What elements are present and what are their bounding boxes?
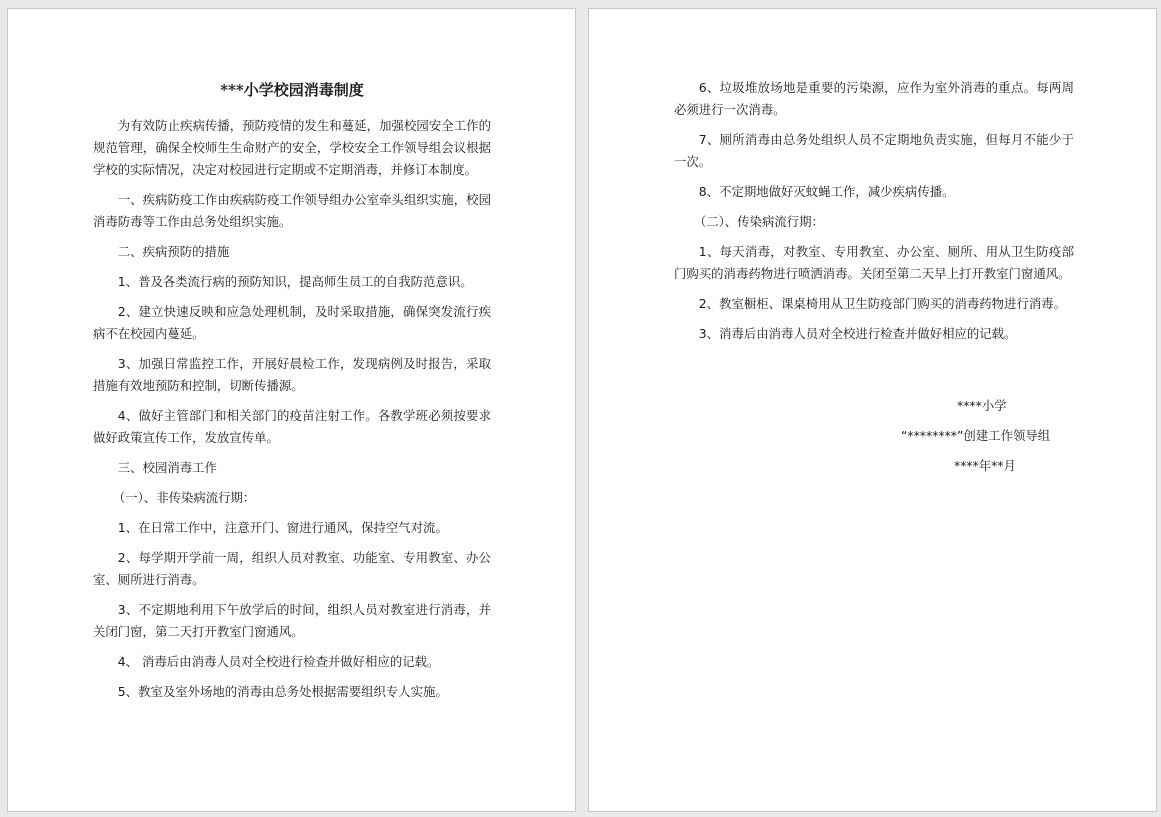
paragraph-item: 6、垃圾堆放场地是重要的污染源，应作为室外消毒的重点。每两周必须进行一次消毒。 xyxy=(674,80,1074,117)
paragraph-item: 3、消毒后由消毒人员对全校进行检查并做好相应的记载。 xyxy=(698,326,1017,341)
paragraph-item: 1、在日常工作中，注意开门、窗进行通风，保持空气对流。 xyxy=(117,520,448,535)
paragraph-item: 4、做好主管部门和相关部门的疫苗注射工作。各教学班必须按要求做好政策宣传工作，发放宣传单。 xyxy=(93,408,491,445)
signature-date: ****年**月 xyxy=(954,458,1016,473)
document-page-right xyxy=(588,8,1157,812)
paragraph-section-2-heading: 二、疾病预防的措施 xyxy=(117,244,230,259)
paragraph-item: 1、每天消毒，对教室、专用教室、办公室、厕所、用从卫生防疫部门购买的消毒药物进行喷洒消毒。关闭至第二天早上打开教室门窗通风。 xyxy=(674,244,1074,281)
paragraph-item: 4、 消毒后由消毒人员对全校进行检查并做好相应的记载。 xyxy=(117,654,440,669)
paragraph-item: 5、教室及室外场地的消毒由总务处根据需要组织专人实施。 xyxy=(117,684,448,699)
paragraph-item: 8、不定期地做好灭蚊蝇工作，减少疾病传播。 xyxy=(698,184,955,199)
paragraph-subsection-heading: （二）、传染病流行期： xyxy=(693,214,824,229)
left-page-body xyxy=(93,115,491,711)
signature-group: “********”创建工作领导组 xyxy=(901,428,1051,443)
paragraph-section-3-heading: 三、校园消毒工作 xyxy=(117,460,217,475)
paragraph-item: 2、每学期开学前一周，组织人员对教室、功能室、专用教室、办公室、厕所进行消毒。 xyxy=(93,550,491,587)
right-page-body xyxy=(674,77,1074,353)
paragraph-subsection-heading: （一）、非传染病流行期： xyxy=(112,490,256,505)
paragraph-item: 7、厕所消毒由总务处组织人员不定期地负责实施，但每月不能少于一次。 xyxy=(674,132,1074,169)
signature-school: ****小学 xyxy=(957,398,1007,413)
paragraph-item: 1、普及各类流行病的预防知识，提高师生员工的自我防范意识。 xyxy=(117,274,473,289)
paragraph-section-1: 一、疾病防疫工作由疾病防疫工作领导组办公室牵头组织实施，校园消毒防毒等工作由总务处组织实施。 xyxy=(93,192,491,229)
paragraph-item: 3、加强日常监控工作，开展好晨检工作，发现病例及时报告，采取措施有效地预防和控制，切断传播源。 xyxy=(93,356,491,393)
document-title: ***小学校园消毒制度 xyxy=(220,81,364,99)
document-page-left xyxy=(7,8,576,812)
paragraph-item: 2、建立快速反映和应急处理机制，及时采取措施，确保突发流行疾病不在校园内蔓延。 xyxy=(93,304,491,341)
paragraph-intro: 为有效防止疾病传播，预防疫情的发生和蔓延，加强校园安全工作的规范管理，确保全校师生生命财产的安全，学校安全工作领导组会议根据学校的实际情况，决定对校园进行定期或不定期消毒，并修订本制度。 xyxy=(93,118,491,177)
paragraph-item: 2、教室橱柜、课桌椅用从卫生防疫部门购买的消毒药物进行消毒。 xyxy=(698,296,1067,311)
paragraph-item: 3、不定期地利用下午放学后的时间，组织人员对教室进行消毒，并关闭门窗，第二天打开教室门窗通风。 xyxy=(93,602,491,639)
